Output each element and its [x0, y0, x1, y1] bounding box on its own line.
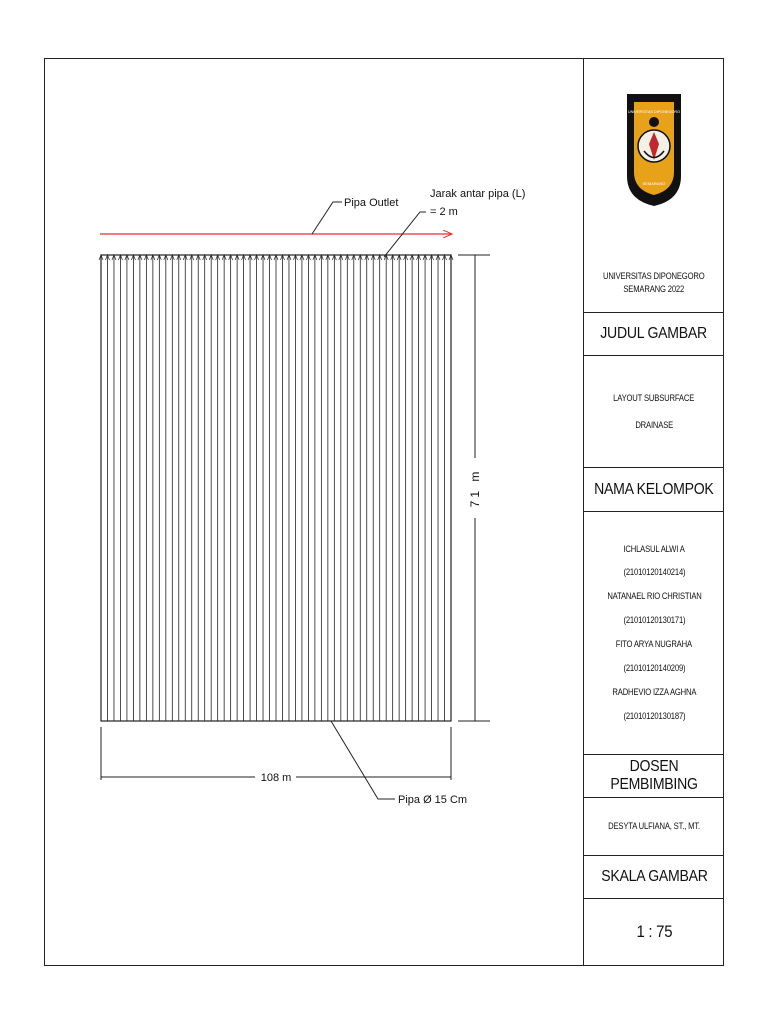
width-dimension-label: 108 m	[260, 772, 292, 784]
judul-header-cell	[584, 313, 724, 356]
member-line: (21010120130187)	[623, 710, 685, 721]
title-block	[583, 58, 724, 966]
dosen-name: DESYTA ULFIANA, ST., MT.	[608, 821, 700, 832]
institution-cell	[584, 253, 724, 313]
skala-value: 1 : 75	[636, 922, 672, 941]
member-line: (21010120140214)	[623, 567, 685, 578]
pipe-diameter-label: Pipa Ø 15 Cm	[398, 794, 468, 806]
kelompok-header: NAMA KELOMPOK	[594, 480, 714, 498]
member-line: (21010120130171)	[623, 615, 685, 626]
kelompok-header-cell	[584, 468, 724, 512]
member-line: FITO ARYA NUGRAHA	[615, 639, 693, 649]
institution-line1: UNIVERSITAS DIPONEGORO	[603, 271, 705, 282]
judul-header: JUDUL GAMBAR	[600, 325, 708, 342]
judul-line2: DRAINASE	[635, 419, 673, 430]
lateral-pipes-group	[99, 255, 453, 721]
judul-cell	[584, 356, 724, 468]
member-line: (21010120140209)	[623, 662, 685, 673]
outlet-label: Pipa Outlet	[344, 197, 399, 209]
skala-cell	[584, 899, 724, 965]
dosen-cell	[584, 798, 724, 856]
judul-line1: LAYOUT SUBSURFACE	[613, 393, 695, 404]
svg-text:UNIVERSITAS DIPONEGORO: UNIVERSITAS DIPONEGORO	[627, 110, 681, 114]
outlet-leader-line	[312, 202, 342, 234]
pipe-leader-line	[331, 721, 395, 799]
member-line: ICHLASUL ALWI A	[623, 543, 685, 554]
dosen-header: DOSEN PEMBIMBING	[610, 758, 698, 793]
university-seal-icon	[623, 88, 685, 208]
member-line: RADHEVIO IZZA AGHNA	[612, 686, 696, 697]
spacing-label-line2: = 2 m	[430, 206, 458, 218]
skala-header: SKALA GAMBAR	[600, 868, 708, 885]
height-dimension-label: 71 m	[468, 468, 482, 508]
institution-line2: SEMARANG 2022	[623, 283, 685, 294]
svg-text:SEMARANG: SEMARANG	[642, 181, 666, 186]
dosen-header-cell	[584, 755, 724, 798]
spacing-label-line1: Jarak antar pipa (L)	[430, 188, 526, 200]
member-line: NATANAEL RIO CHRISTIAN	[606, 591, 702, 602]
members-cell	[584, 512, 724, 755]
skala-header-cell	[584, 856, 724, 899]
